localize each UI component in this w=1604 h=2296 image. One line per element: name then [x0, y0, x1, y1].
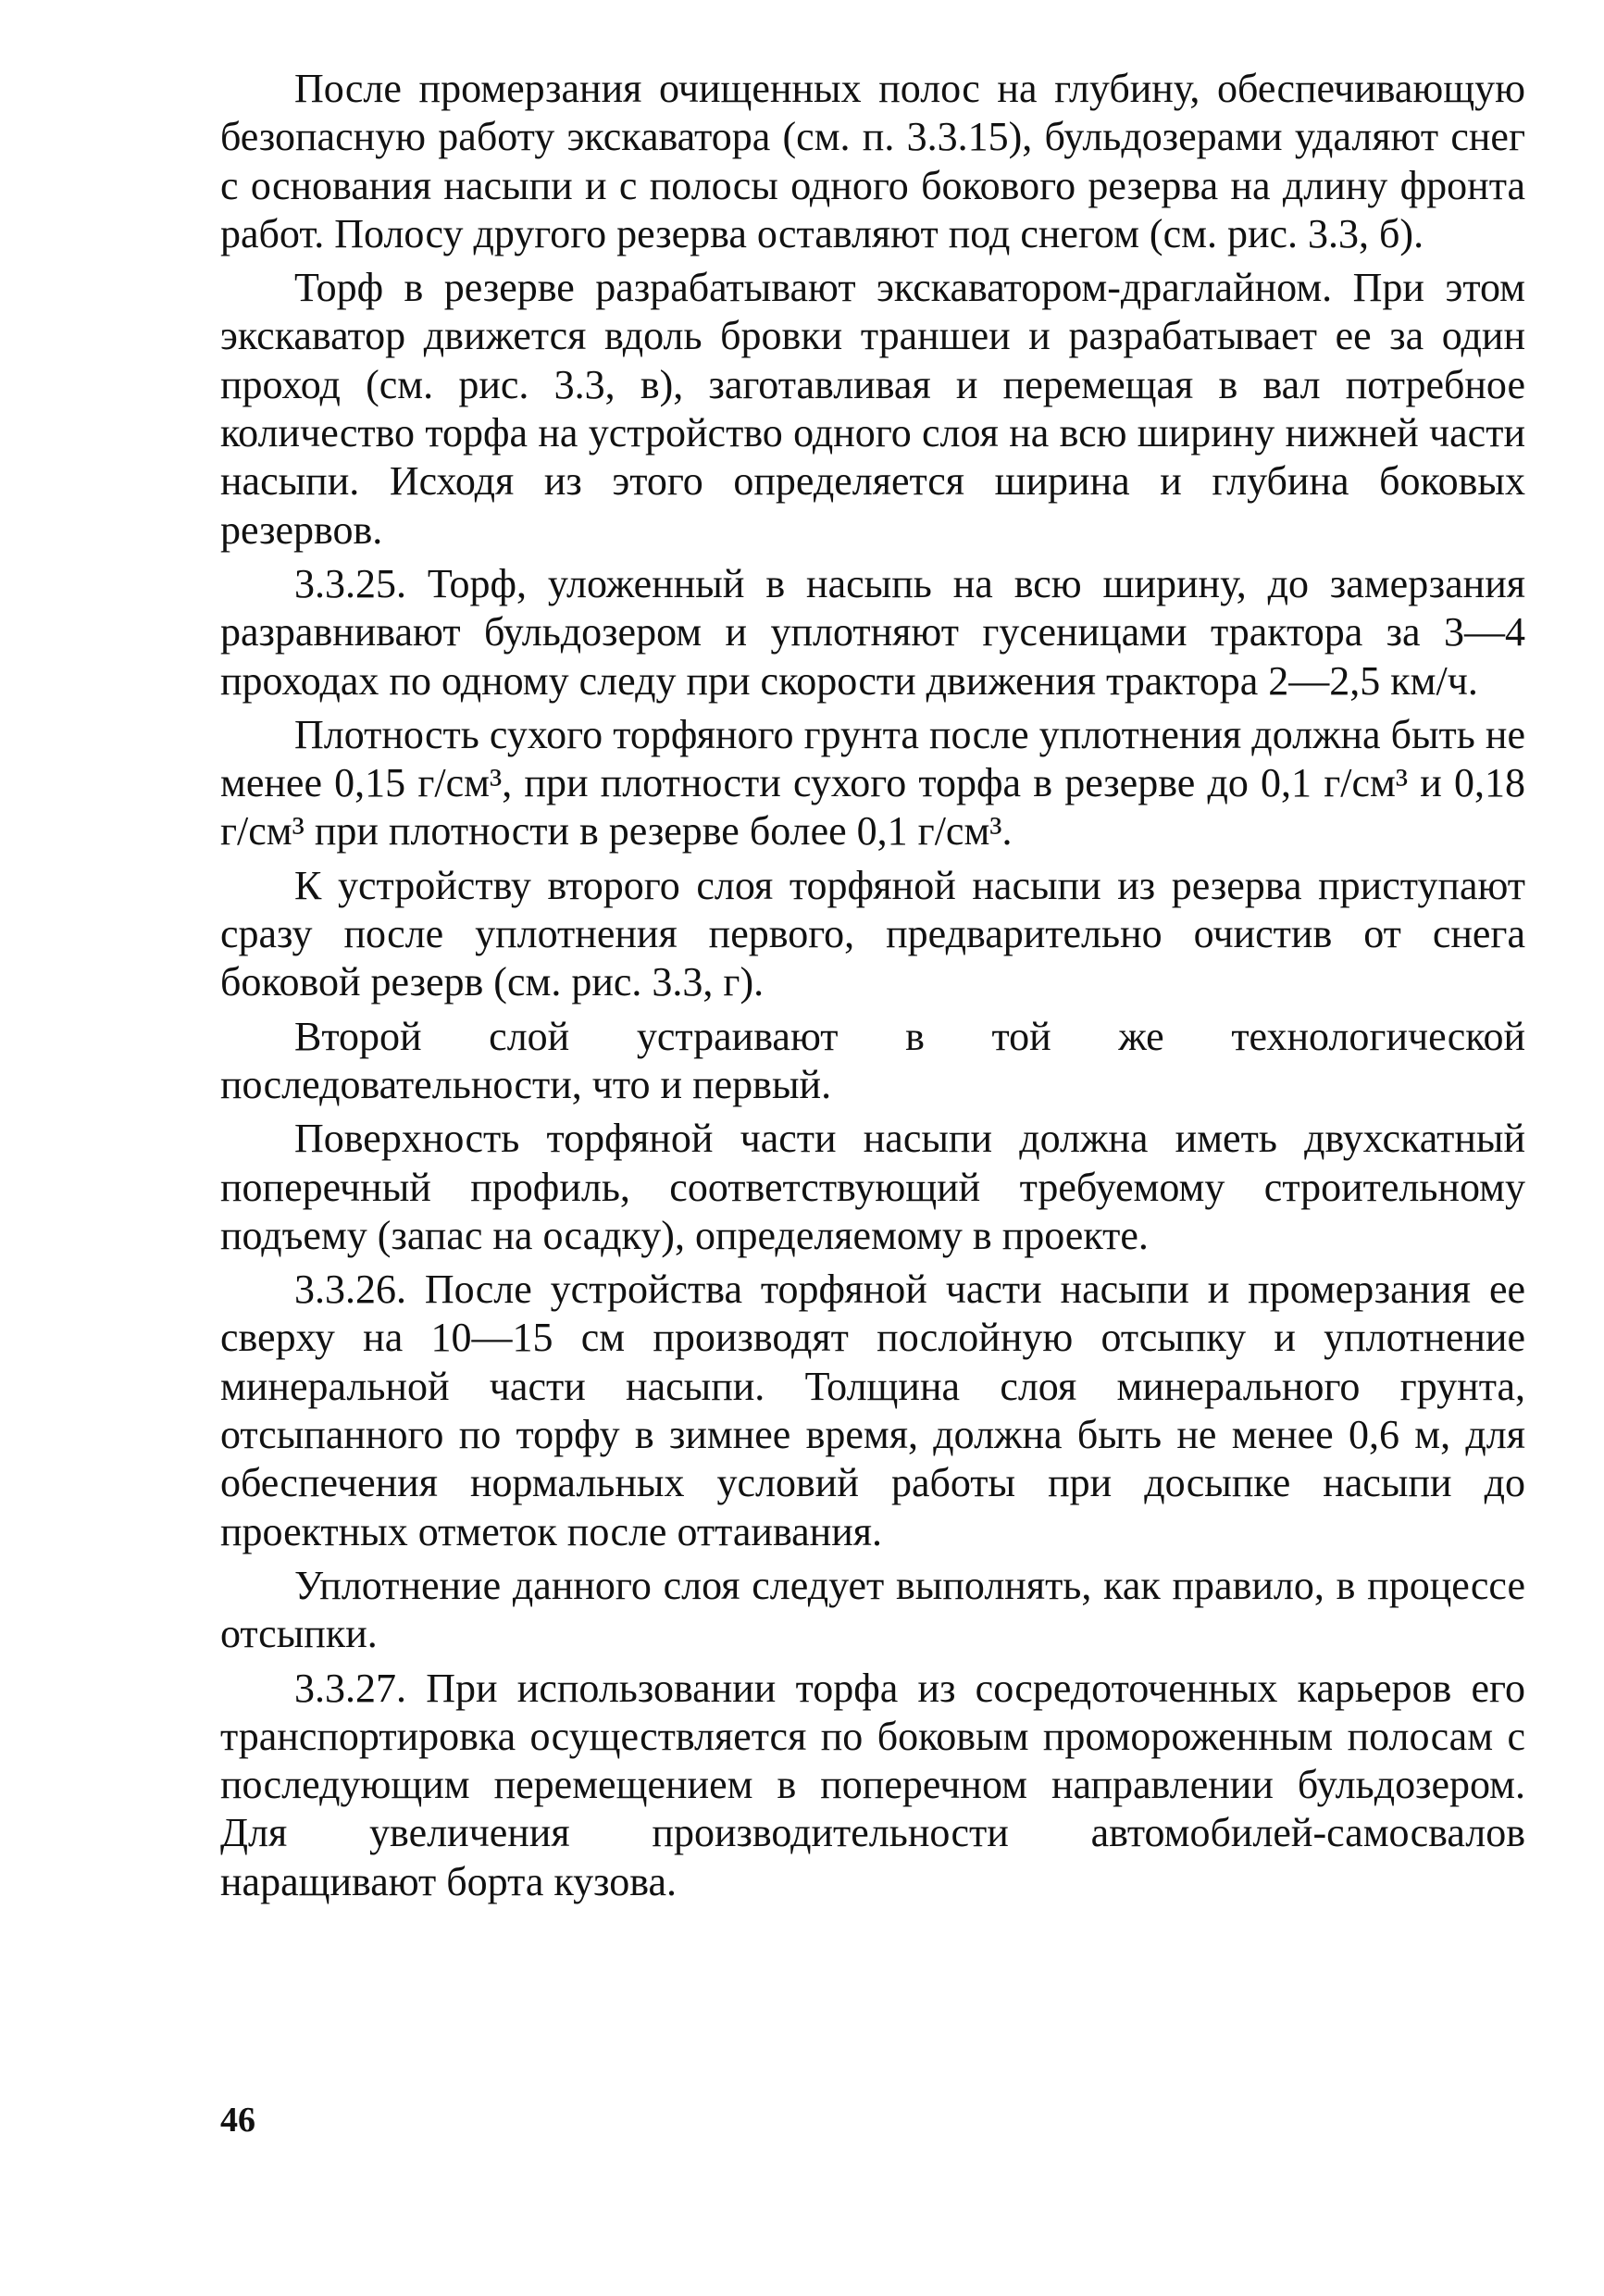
paragraph-3-3-26: 3.3.26. После устройства торфяной части насыпи и промерзания ее сверху на 10—15 см производят послойную отсыпку и уплотнение минеральной части насыпи. Толщина слоя минерального грунта, отсыпанного по торфу в зимнее время, должна быть не менее 0,6 м, для обеспечения нормальных условий работы при досыпке насыпи до проектных отметок после оттаивания. — [220, 1267, 1525, 1554]
paragraph-3-3-25: 3.3.25. Торф, уложенный в насыпь на всю ширину, до замерзания разравнивают бульдозером и уплотняют гусеницами трактора за 3—4 про‍‍ходах по одному следу при скорости движения трактора 2—2,5 км/ч. — [220, 560, 1525, 704]
paragraph-2: Торф в резерве разрабатывают экскаватором-драглайном. При этом экскаватор движется вдоль бровки траншеи и разрабатывает ее за один проход (см. рис. 3.3, в), заготавливая и перемещая в вал потребное количество торфа на устройство одного слоя на всю ширину нижней части насыпи. Исходя из этого определяется ширина и глубина боковых резервов. — [220, 265, 1525, 553]
paragraph-4: Плотность сухого торфяного грунта после уплотнения должна быть не менее 0,15 г/см³, при плотности сухого торфа в резерве до 0,1 г/см³ и 0,18 г/см³ при плотности в резерве более 0,1 г/см³. — [220, 711, 1525, 855]
paragraph-6: Второй слой устраивают в той же технологической последовательности, что и первый. — [220, 1013, 1525, 1107]
page-number: 46 — [220, 2101, 255, 2140]
body-text — [220, 65, 1525, 1906]
paragraph-7: Поверхность торфяной части насыпи должна иметь двухскатный поперечный профиль, соответствующий требуемому строительному подъему (запас на осадку), определяемому в проекте. — [220, 1116, 1525, 1258]
paragraph-5: К устройству второго слоя торфяной насыпи из резерва приступают сразу после уплотнения первого, предварительно очистив от снега боковой резерв (см. рис. 3.3, г). — [220, 862, 1525, 1005]
paragraph-3-3-27: 3.3.27. При использовании торфа из сосредоточенных карьеров его транспортировка осуществляется по боковым промороженным полосам с последующим перемещением в поперечном направлении бульдозером. Для увеличения производительности автомобилей-самосвалов наращивают борта кузова. — [220, 1665, 1525, 1904]
paragraph-9: Уплотнение данного слоя следует выполнять, как правило, в процессе отсыпки. — [220, 1562, 1525, 1657]
paragraph-1: После промерзания очищенных полос на глубину, обеспечивающую безопасную работу экскаватора (см. п. 3.3.15), бульдозерами удаляют снег с основания насыпи и с полосы одного бокового резерва на длину фронта работ. Полосу другого резерва оставляют под снегом (см. рис. 3.3, б). — [220, 66, 1525, 256]
